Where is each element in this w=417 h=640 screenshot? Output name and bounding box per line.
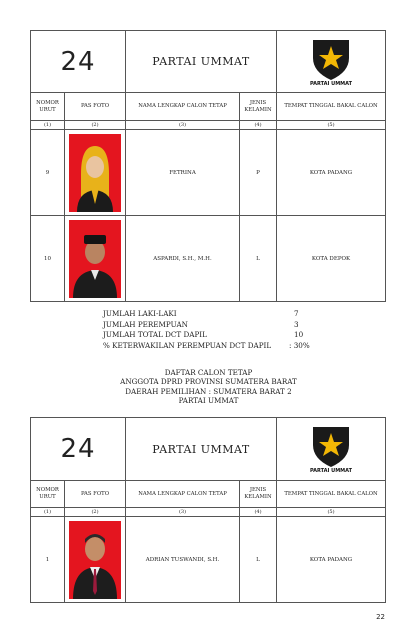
party-number: 24 — [31, 31, 126, 93]
party-logo-icon — [309, 425, 353, 473]
logo-caption: PARTAI UMMAT — [309, 80, 353, 86]
header-name: NAMA LENGKAP CALON TETAP — [126, 93, 240, 121]
female-percent-label: % KETERWAKILAN PEREMPUAN DCT DAPIL — [103, 340, 272, 350]
col-index: (1) — [31, 508, 65, 517]
female-percent-value: : 30% — [289, 340, 310, 350]
candidate-name: ADRIAN TUSWANDI, S.H. — [126, 517, 240, 603]
party-logo-icon — [309, 38, 353, 86]
logo-caption: PARTAI UMMAT — [309, 468, 353, 473]
party-logo — [277, 418, 386, 481]
candidate-photo-male — [69, 220, 121, 298]
candidate-residence: KOTA DEPOK — [277, 216, 386, 302]
col-index: (3) — [126, 508, 240, 517]
col-index: (4) — [240, 121, 277, 130]
male-count-label: JUMLAH LAKI-LAKI — [103, 309, 177, 318]
title-line: ANGGOTA DPRD PROVINSI SUMATERA BARAT — [120, 377, 297, 387]
col-index: (1) — [31, 121, 65, 130]
candidate-name: FETRINA — [126, 130, 240, 216]
col-index: (2) — [65, 508, 126, 517]
header-name: NAMA LENGKAP CALON TETAP — [126, 481, 240, 508]
candidate-photo-female — [69, 134, 121, 212]
party-name: PARTAI UMMAT — [126, 31, 277, 93]
candidate-residence: KOTA PADANG — [277, 517, 386, 603]
col-index: (2) — [65, 121, 126, 130]
candidate-photo-male — [69, 521, 121, 599]
header-residence: TEMPAT TINGGAL BAKAL CALON — [277, 481, 386, 508]
female-count-value: 3 — [294, 319, 299, 329]
title-line: DAERAH PEMILIHAN : SUMATERA BARAT 2 — [125, 386, 292, 396]
row-number: 1 — [31, 517, 65, 603]
party-name: PARTAI UMMAT — [126, 418, 277, 481]
candidate-table-2 — [30, 417, 386, 603]
col-index: (5) — [277, 508, 386, 517]
header-gender: JENIS KELAMIN — [240, 481, 277, 508]
total-count-label: JUMLAH TOTAL DCT DAPIL — [103, 330, 207, 339]
party-number: 24 — [31, 418, 126, 481]
candidate-gender: L — [240, 517, 277, 603]
header-gender: JENIS KELAMIN — [240, 93, 277, 121]
header-no: NOMOR URUT — [31, 93, 65, 121]
row-number: 9 — [31, 130, 65, 216]
candidate-residence: KOTA PADANG — [277, 130, 386, 216]
table-row — [31, 130, 386, 216]
title-line: DAFTAR CALON TETAP — [164, 368, 253, 377]
party-logo — [277, 31, 386, 93]
row-number: 10 — [31, 216, 65, 302]
col-index: (5) — [277, 121, 386, 130]
male-count-value: 7 — [294, 309, 299, 318]
header-photo: PAS FOTO — [65, 93, 126, 121]
candidate-photo — [65, 130, 126, 216]
candidate-photo — [65, 517, 126, 603]
table-row — [31, 216, 386, 302]
page-number: 22 — [376, 613, 385, 621]
table-row — [31, 517, 386, 603]
candidate-photo — [65, 216, 126, 302]
title-line: PARTAI UMMAT — [178, 395, 239, 405]
candidate-gender: L — [240, 216, 277, 302]
female-count-label: JUMLAH PEREMPUAN — [103, 319, 188, 329]
header-no: NOMOR URUT — [31, 481, 65, 508]
total-count-value: 10 — [294, 330, 304, 339]
header-photo: PAS FOTO — [65, 481, 126, 508]
candidate-gender: P — [240, 130, 277, 216]
col-index: (3) — [126, 121, 240, 130]
list-title — [0, 368, 417, 405]
candidate-name: ASPARDI, S.H., M.H. — [126, 216, 240, 302]
col-index: (4) — [240, 508, 277, 517]
candidate-table-1 — [30, 30, 386, 302]
header-residence: TEMPAT TINGGAL BAKAL CALON — [277, 93, 386, 121]
